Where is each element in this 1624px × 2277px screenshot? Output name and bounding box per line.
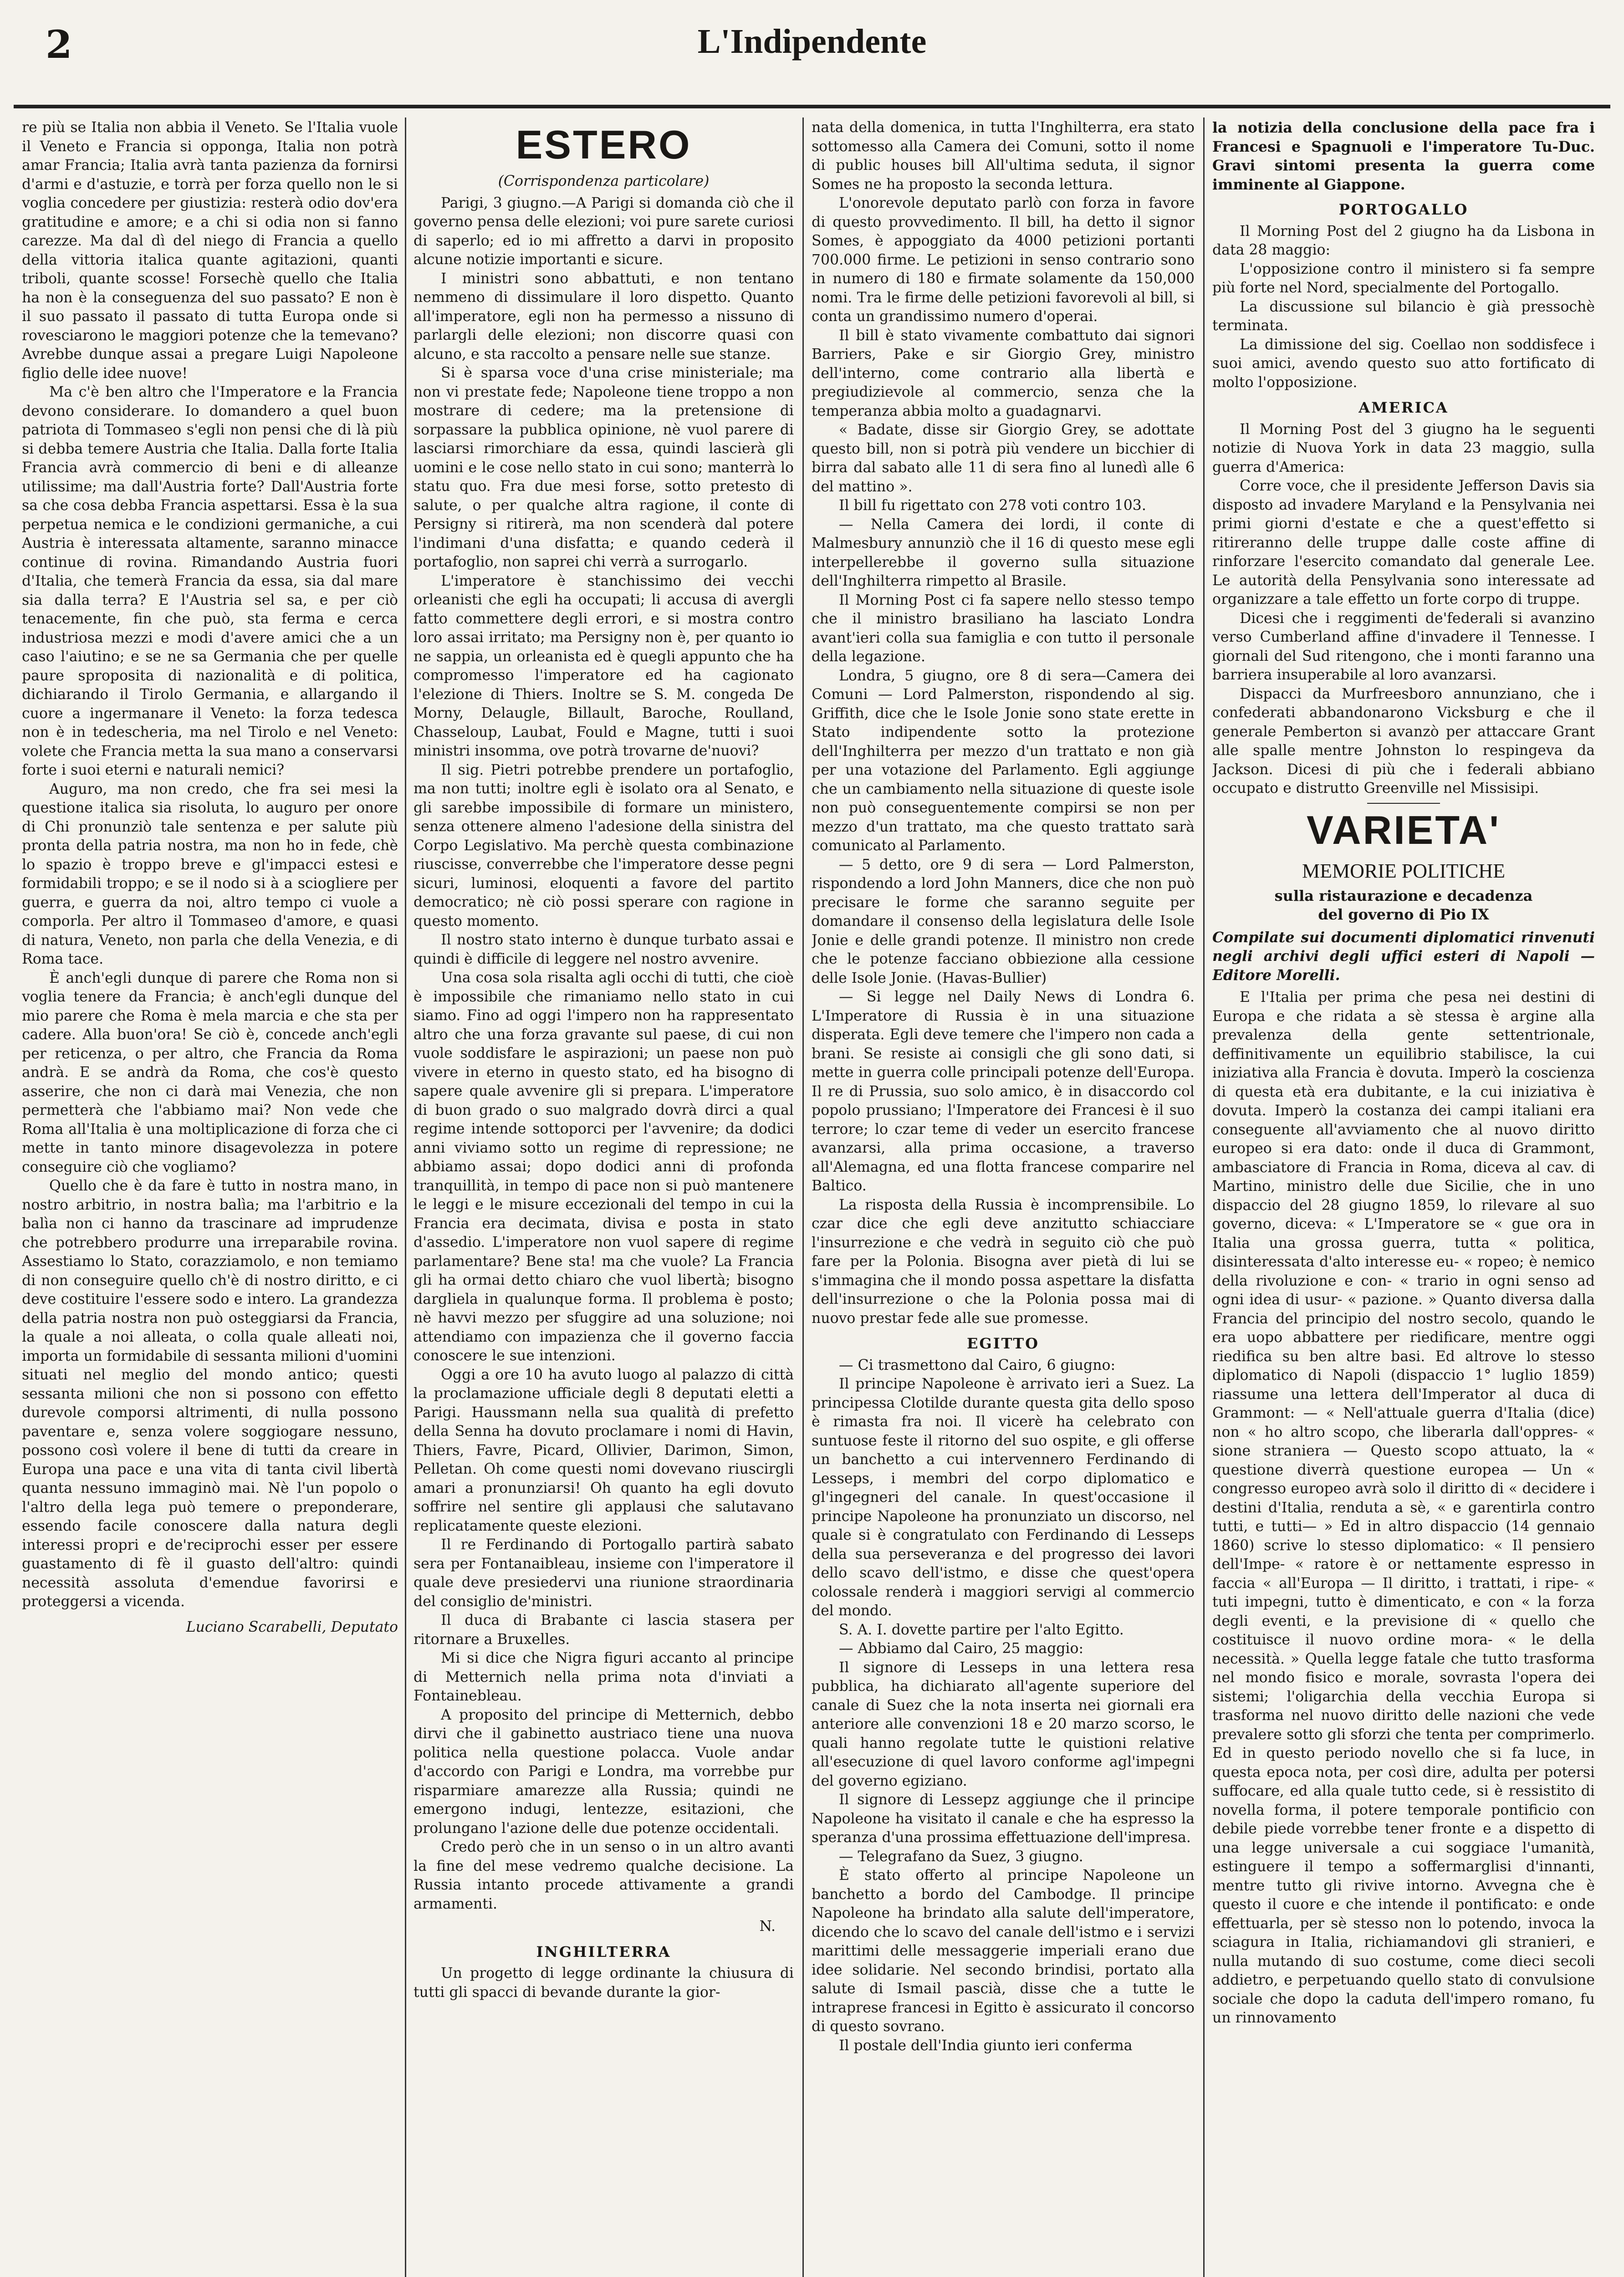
article-paragraph: L'onorevole deputato parlò con forza in favore di questo provvedimento. Il bill, ha detto il signor Somes, è appoggiato da 4000 petizioni portanti 700.000 firme. Le petizioni in senso contrario sono in numero di 180 e firmate solamente da 150,000 nomi. Tra le firme delle petizioni favorevoli al bill, si conta un grandissimo numero d'operai.	[812, 195, 1195, 325]
column-divider	[802, 117, 804, 2277]
article-paragraph: Il postale dell'India giunto ieri conferma	[839, 2037, 1133, 2054]
article-paragraph: — 5 detto, ore 9 di sera — Lord Palmerston, rispondendo a lord John Manners, dice che non può precisare le forme che saranno seguite per domandare il consenso della legislatura delle Isole Jonie e delle grandi potenze. Il ministro non crede che le potenze facciano obbiezione alla cessione delle Isole Jonie. (Havas-Bullier)	[812, 856, 1195, 986]
column-1	[22, 118, 398, 2277]
article-paragraph: La dimissione del sig. Coellao non soddisfece i suoi amici, avendo questo suo atto fortificato di molto l'opposizione.	[1212, 336, 1595, 391]
article-paragraph: Londra, 5 giugno, ore 8 di sera—Camera dei Comuni — Lord Palmerston, rispondendo al sig. Griffith, dice che le Isole Jonie sono state erette in Stato indipendente sotto la protezione dell'Inghilterra per mezzo d'un trattato e non già per una votazione del Parlamento. Egli aggiunge che un cambiamento nella situazione di queste isole non può conseguentemente compirsi se non per mezzo d'un trattato, ma che questo trattato sarà comunicato al Parlamento.	[812, 667, 1195, 854]
article-paragraph: Il re Ferdinando di Portogallo partirà sabato sera per Fontanaibleau, insieme con l'imperatore il quale deve presiedervi una riunione straordinaria del consiglio de'ministri.	[414, 1537, 794, 1610]
article-paragraph: Il signore di Lesseps in una lettera resa pubblica, ha dichiarato all'agente superiore del canale di Suez che la nota inserta nei giornali era anteriore alle convenzioni 18 e 20 marzo scorso, le quali hanno regolate tutte le quistioni relative all'esecuzione di quel lavoro conforme agl'impegni del governo egiziano.	[812, 1659, 1195, 1789]
subsection-america: AMERICA	[1358, 399, 1449, 416]
article-paragraph: L'opposizione contro il ministero si fa sempre più forte nel Nord, specialmente del Portogallo.	[1212, 260, 1595, 296]
article-paragraph: È anch'egli dunque di parere che Roma non si voglia tenere da Francia; è anch'egli dunque del mio parere che Roma è mela marcia e che sta per cadere. Alla buon'ora! Se ciò è, concede anch'egli per reticenza, o per altro, che Francia da Roma andrà. E se andrà da Roma, che cos'è questo asserire, che non ci darà mai Venezia, che non permetterà che l'abbiamo mai? Non vede che Roma all'Italia è una moltiplicazione di forza che ci mette in tanto minore disagevolezza in potere conseguire ciò che vogliamo?	[22, 970, 398, 1175]
article-paragraph: Il Morning Post del 2 giugno ha da Lisbona in data 28 maggio:	[1212, 223, 1595, 258]
subsection-portogallo: PORTOGALLO	[1338, 201, 1469, 218]
page-number: 2	[46, 22, 72, 67]
article-paragraph: nata della domenica, in tutta l'Inghilterra, era stato sottomesso alla Camera dei Comuni, sotto il nome di public houses bill All'ultima seduta, il signor Somes ne ha proposto la seconda lettura.	[812, 119, 1195, 193]
article-paragraph: Oggi a ore 10 ha avuto luogo al palazzo di città la proclamazione ufficiale degli 8 deputati eletti a Parigi. Haussmann nella sua qualità di prefetto della Senna ha dovuto proclamare i nomi di Havin, Thiers, Favre, Picard, Ollivier, Darimon, Simon, Pelletan. Oh come questi nomi dovevano riuscirgli amari a pronunziarsi! Oh quanto ha egli dovuto soffrire nel sentire gli applausi che salutavano replicatamente queste elezioni.	[414, 1366, 794, 1534]
article-paragraph: — Telegrafano da Suez, 3 giugno.	[839, 1848, 1083, 1865]
article-paragraph: La risposta della Russia è incomprensibile. Lo czar dice che egli deve anzitutto schiacciare l'insurrezione e che vedrà in seguito ciò che può fare per la Polonia. Bisogna aver pietà di lui se s'immagina che il mondo possa aspettare la disfatta dell'insurrezione o che la Polonia possa mai di nuovo prestar fede alle sue promesse.	[812, 1196, 1195, 1327]
article-paragraph: — Abbiamo dal Cairo, 25 maggio:	[839, 1640, 1084, 1657]
memorie-caption: Compilate sui documenti diplomatici rinvenuti negli archivi degli uffici esteri di Napoli — Editore Morelli.	[1212, 929, 1595, 984]
header-rule	[14, 105, 1610, 108]
article-paragraph: Un progetto di legge ordinante la chiusura di tutti gli spacci di bevande durante la gior-	[414, 1965, 794, 2001]
column-divider	[405, 117, 406, 2277]
memorie-title: MEMORIE POLITICHE	[1302, 859, 1506, 882]
article-paragraph: Il principe Napoleone è arrivato ieri a Suez. La principessa Clotilde durante questa gita dello sposo è rimasta fra noi. Il vicerè ha celebrato con suntuose feste il ritorno del suo ospite, e gli offerse un banchetto a cui intervennero Ferdinando di Lesseps, i membri del corpo diplomatico e gl'ingegneri del canale. In quest'occasione il principe Napoleone ha pronunziato un discorso, nel quale si è congratulato con Ferdinando di Lesseps della sua perseveranza e del progresso dei lavori dello scavo dell'istmo, e disse che quest'opera colossale renderà i maggiori servigi al commercio del mondo.	[812, 1376, 1195, 1619]
article-paragraph: Una cosa sola risalta agli occhi di tutti, che cioè è impossibile che rimaniamo nello stato in cui siamo. Fino ad oggi l'impero non ha rappresentato altro che una forza gravante sul paese, di cui non vuole soddisfare le aspirazioni; un paese non può vivere in eterno in questo stato, ed ha bisogno di sapere quale avvenire gli si prepara. L'imperatore di buon grado o suo malgrado dovrà dirci a qual regime intende sottoporci per l'avvenire; da dodici anni viviamo sotto un regime di repressione; ne abbiamo assai; dopo dodici anni di profonda tranquillità, in tempo di pace non si può mantenere le leggi e le misure eccezionali del tempo in cui la Francia era decimata, divisa e posta in stato d'assedio. L'imperatore non vuol sapere di regime parlamentare? Bene sta! ma che vuole? La Francia gli ha ormai detto chiaro che vuol libertà; bisogno dargliela in qualunque forma. Il problema è posto; nè havvi mezzo per sfuggire ad una soluzione; noi attendiamo con impazienza che il governo faccia conoscere le sue intenzioni.	[414, 970, 794, 1364]
article-paragraph: Si è sparsa voce d'una crise ministeriale; ma non vi prestate fede; Napoleone tiene troppo a non mostrare di cedere; ma la pretensione di sorpassare la pubblica opinione, nè vuol parere di lasciarsi rimorchiare da essa, quindi lascierà gli uomini e le cose nello stato in cui sono; manterrà lo statu quo. Fra due mesi forse, sotto pretesto di salute, o per qualche altra ragione, il conte di Persigny si ritirerà, ma non scenderà dal potere l'indimani d'una disfatta; e quando cederà il portafoglio, non saprei chi verrà a surrogarlo.	[414, 365, 794, 570]
article-paragraph: Mi si dice che Nigra figuri accanto al principe di Metternich nella prima nota d'inviati a Fontainebleau.	[414, 1650, 794, 1704]
article-paragraph: Auguro, ma non credo, che fra sei mesi la questione italica sia risoluta, lo auguro per onore di Chi pronunziò tale sentenza e per salute più pronta della patria nostra, ma non ho in fede, chè lo spazio è troppo breve e gl'impacci estesi e formidabili troppo; e se il nodo si à a sciogliere per guerra, e guerra da noi, altro tempo ci vuole a comporla. Per altro il Tommaseo d'amore, e quasi di natura, Veneto, non parla che della Venezia, e di Roma tace.	[22, 781, 398, 967]
article-paragraph: I ministri sono abbattuti, e non tentano nemmeno di dissimulare il loro dispetto. Quanto all'imperatore, egli non ha permesso a nissuno di parlargli delle elezioni; non discorre quasi con alcuno, e sta raccolto a pensare nelle sue stanze.	[414, 270, 794, 362]
article-paragraph: « Badate, disse sir Giorgio Grey, se adottate questo bill, non si potrà più vendere un bicchier di birra dal sabato alle 11 di sera fino al lunedì alle 6 del mattino ».	[812, 422, 1195, 495]
article-paragraph: Il signore di Lessepz aggiunge che il principe Napoleone ha visitato il canale e che ha espresso la speranza d'una prossima effettuazione dell'impresa.	[812, 1792, 1195, 1846]
column-3	[812, 118, 1195, 2277]
article-paragraph: È stato offerto al principe Napoleone un banchetto a bordo del Cambodge. Il principe Napoleone ha brindato alla salute dell'imperatore, dicendo che lo scavo del canale dell'istmo e i servizi marittimi delle messaggerie imperiali erano due idee solidarie. Nel secondo brindisi, portato alla salute di Ismail pascià, disse che a tutte le intraprese francesi in Egitto è assicurato il concorso di questo sovrano.	[812, 1867, 1195, 2035]
correspondent-initial: N.	[759, 1918, 776, 1935]
article-paragraph: Corre voce, che il presidente Jefferson Davis sia disposto ad invadere Maryland e la Pensylvania nei primi giorni d'estate e che a quest'effetto si ritireranno delle truppe dalle coste affine di rinforzare l'esercito comandato dal generale Lee. Le autorità della Pensylvania sono interessate ad organizzare a tale effetto un forte corpo di truppe.	[1212, 478, 1595, 608]
article-paragraph: L'imperatore è stanchissimo dei vecchi orleanisti che egli ha occupati; li accusa di avergli fatto commettere degli errori, e si mostra contro loro assai irritato; ma Persigny non è, per quanto io ne sappia, un orleanista ed è quegli appunto che ha compromesso l'imperatore ed ha cagionato l'elezione di Thiers. Inoltre se S. M. congeda De Morny, Delaugle, Billault, Baroche, Roulland, Chasseloup, Laubat, Fould e Magne, tutti i suoi ministri insomma, ove potrà trovarne de'nuovi?	[414, 572, 794, 759]
section-title-estero: ESTERO	[516, 122, 692, 167]
section-rule	[1367, 803, 1440, 804]
article-paragraph: Il sig. Pietri potrebbe prendere un portafoglio, ma non tutti; inoltre egli è isolato ora al Senato, e gli sarebbe impossibile di formare un ministero, senza ottenere almeno l'adesione della sinistra del Corpo Legislativo. Ma perchè questa combinazione riuscisse, converrebbe che l'imperatore desse pegni sicuri, luminosi, eloquenti a favore del partito democratico; nè ciò possi sperare con ragione in questo momento.	[414, 761, 794, 929]
article-paragraph: — Ci trasmettono dal Cairo, 6 giugno:	[839, 1357, 1116, 1373]
memorie-subtitle: del governo di Pio IX	[1318, 906, 1489, 923]
article-paragraph: Credo però che in un senso o in un altro avanti la fine del mese vedremo qualche decisione. La Russia intanto procede attivamente a grandi armamenti.	[414, 1839, 794, 1912]
newspaper-title: L'Indipendente	[697, 22, 927, 61]
article-paragraph: Il nostro stato interno è dunque turbato assai e quindi è difficile di leggere nel nostro avvenire.	[414, 932, 794, 967]
memorie-subtitle: sulla ristaurazione e decadenza	[1274, 887, 1533, 904]
article-paragraph: A proposito del principe di Metternich, debbo dirvi che il gabinetto austriaco tiene una nuova politica nella questione polacca. Vuole andar d'accordo con Parigi e Londra, ma vorrebbe pur risparmiare amarezze alla Russia; quindi ne emergono indugi, lentezze, esitazioni, che prolungano l'azione delle due potenze occidentali.	[414, 1706, 794, 1837]
column-2	[414, 118, 794, 2277]
section-title-varieta: VARIETA'	[1306, 807, 1501, 853]
article-paragraph: — Si legge nel Daily News di Londra 6. L'Imperatore di Russia è in una situazione disperata. Egli deve temere che l'impero non cada a brani. Se resiste ai consigli che gli sono dati, si mette in guerra colle principali potenze dell'Europa. Il re di Prussia, suo solo amico, è in disaccordo col popolo prussiano; l'Imperatore dei Francesi è il suo terrore; lo czar teme di veder un esercito francese avanzarsi, alla prima occasione, a traverso all'Alemagna, ed una flotta francese comparire nel Baltico.	[812, 989, 1195, 1194]
article-paragraph: Il bill è stato vivamente combattuto dai signori Barriers, Pake e sir Giorgio Grey, ministro dell'interno, come contrario alla libertà e pregiudizievole al commercio, senza che la temperanza abbia molto a guadagnarvi.	[812, 327, 1195, 419]
article-paragraph: Il Morning Post ci fa sapere nello stesso tempo che il ministro brasiliano ha lasciato Londra avant'ieri colla sua famiglia e con tutto il personale della legazione.	[812, 592, 1195, 665]
author-signature: Luciano Scarabelli, Deputato	[186, 1618, 398, 1635]
article-paragraph: Quello che è da fare è tutto in nostra mano, in nostro arbitrio, in nostra balìa; ma l'arbitrio e la balìa non ci hanno da trascinare ad imprudenze che potrebbero produrre una irreparabile rovina. Assestiamo lo Stato, corazziamolo, e non temiamo di non conseguire quello ch'è di nostro diritto, e ci deve costituire l'essere sodo e intero. La grandezza della patria nostra non può osteggiarsi da Francia, la quale a noi alleata, o colla quale alleati noi, importa un formidabile di sessanta milioni d'uomini situati nel meglio del mondo antico; questi sessanta milioni che non si possono con effetto durevole comporsi altrimenti, di nulla possono paventare e, senza volere soggiogare nessuno, possono così volere il bene di tutti da creare in Europa una pace e una vita di tanta civil libertà quanta nessuno immaginò mai. Nè l'un popolo o l'altro della lega può temere o preponderare, essendo facile conoscere dalla natura degli interessi propri e de'reciprochi esser per essere guastamento di fè il guasto dell'altro: quindi necessità assoluta d'emendue favorirsi e proteggersi a vicenda.	[22, 1178, 398, 1610]
article-paragraph: Il bill fu rigettato con 278 voti contro 103.	[839, 497, 1146, 514]
column-divider	[1203, 117, 1205, 2277]
article-paragraph: re più se Italia non abbia il Veneto. Se l'Italia vuole il Veneto e Francia si opponga, Italia non potrà amar Francia; Italia avrà tanta pazienza da fornirsi d'armi e d'astuzie, e torrà per forza quello non le si voglia concedere per giustizia: resterà odio dov'era gratitudine e amore; e a chi si odia non si fanno carezze. Ma dal dì del niego di Francia a quello della vittoria italica quante agitazioni, quanti triboli, quante scosse! Forsechè quello che Italia ha non è la conseguenza del suo passato? E non è il suo passato il passato di tutta Europa onde si rovesciarono le maggiori potenze che la temevano? Avrebbe dunque assai a pregare Luigi Napoleone figlio delle idee nuove!	[22, 119, 398, 382]
article-paragraph: E l'Italia per prima che pesa nei destini di Europa e che ridata a sè stessa è argine alla prevalenza della gente settentrionale, deffinitivamente un equilibrio stabilisce, la cui iniziativa alla Francia è dovuta. Imperò la coscienza di questa età era dubitante, e la cui iniziativa è dovuta. Imperò la costanza dei campi italiani era conseguente all'avviamento che al nuovo diritto europeo si era dato: onde il duca di Grammont, ambasciatore di Francia in Roma, diceva al cav. di Martino, ministro delle due Sicilie, che in uno dispaccio del 28 giugno 1859, lo rilevare al suo governo, diceva: « L'Imperatore se « gue ora in Italia una grossa guerra, tutta « politica, disinteressata d'alto interesse eu- « ropeo; è nemico della rivoluzione e con- « trario in ogni senso ad ogni idea di usur- « pazione. » Quanto diversa dalla Francia del principio del nostro secolo, quando le era uopo abbattere per riedificare, mentre oggi riedifica su ben altre basi. Ed altrove lo stesso diplomatico di Napoli (dispaccio 1° luglio 1859) riassume una lettera dell'Imperator al duca di Grammont: — « Nell'attuale guerra d'Italia (dice) non « ho altro scopo, che liberarla dall'oppres- « sione straniera — Questo scopo attuato, la « questione diverrà questione europea — Un « congresso europeo avrà solo il diritto di « decidere i destini d'Italia, renduta a sè, « e garentirla contro tutti, e tutti— » Ed in altro dispaccio (14 gennaio 1860) scrive lo stesso diplomatico: « Il pensiero dell'Impe- « ratore è or nettamente espresso in faccia « all'Europa — Il diritto, i trattati, i ripe- « tuti impegni, tutto è dimenticato, e con « la forza degli eventi, e la previsione di « quello che costituisce il nuovo ordine mora- « le della necessità. » Quella legge fatale che tutto trasforma nel mondo fisico e morale, sovrasta l'opera dei sistemi; l'oligarchia della vecchia Europa si trasforma nel nuovo diritto delle nazioni che vede prevalere sotto gli sforzi che tenta per comprimerlo. Ed in questo periodo novello che si fa luce, in questa epoca nota, per così dire, adulta per potersi suffocare, ed alla quale tutto cede, si è ressistito di novella forma, il potere temporale pontificio con debile piede vorrebbe tener fronte e a dispetto di una legge universale a cui soggiace l'umanità, estinguere il tempo a soffermarglisi d'innanti, mentre tutto gli rivive intorno. Avvegna che è questo il cuore e che intende il pontificato: e onde effettuarla, per sè stesso non lo potendo, invoca la sciagura in Italia, richiamandovi gli stranieri, e nulla mutando di suo costume, come dieci secoli addietro, e perpetuando quello stato di convulsione sociale che dopo la caduta dell'impero romano, fu un rinnovamento	[1212, 989, 1595, 2026]
article-paragraph: S. A. I. dovette partire per l'alto Egitto.	[839, 1621, 1124, 1638]
article-paragraph: — Nella Camera dei lordi, il conte di Malmesbury annunziò che il 16 di questo mese egli interpellerebbe il governo sulla situazione dell'Inghilterra rimpetto al Brasile.	[812, 516, 1195, 589]
article-paragraph: Ma c'è ben altro che l'Imperatore e la Francia devono considerare. Io domandero a quel buon patriota di Tommaseo s'egli non pensi che di là più si debba temere Austria che Italia. Dalla forte Italia Francia avrà commercio di beni e di alleanze utilissime; ma dall'Austria forte? Dall'Austria forte sa che cosa debba Francia aspettarsi. Essa è la sua perpetua nemica e le condizioni germaniche, a cui Austria è interessata altamente, saranno minacce continue di rovina. Rimandando Austria fuori d'Italia, che temerà Francia da essa, sia dal mare sia dalla terra? E l'Austria sel sa, e per ciò tenacemente, fin che può, sta ferma e cerca industriosa mezzi e modi d'avere amici che a un caso l'aiutino; e se ne sa Germania che per quelle paure sproposita di nazionalità e di politica, dichiarando il Tirolo Germania, e allargando il cuore a ingermanare il Veneto: la forza tedesca non è in tedescheria, ma nel Tirolo e nel Veneto: volete che Francia metta la sua mano a conservarsi forte i suoi eterni e naturali nemici?	[22, 384, 398, 778]
article-paragraph: La discussione sul bilancio è già pressochè terminata.	[1212, 298, 1595, 334]
article-paragraph: Il Morning Post del 3 giugno ha le seguenti notizie di Nuova York in data 23 maggio, sulla guerra d'America:	[1212, 421, 1595, 475]
section-subcaption: (Corrispondenza particolare)	[498, 173, 710, 189]
article-paragraph: Il duca di Brabante ci lascia stasera per ritornare a Bruxelles.	[414, 1612, 794, 1648]
article-paragraph: Parigi, 3 giugno.—A Parigi si domanda ciò che il governo pensa delle elezioni; voi pure sarete curiosi di saperlo; ed io mi affretto a darvi in proposito alcune notizie importanti e sicure.	[414, 194, 794, 268]
subsection-inghilterra: INGHILTERRA	[536, 1943, 671, 1960]
subsection-egitto: EGITTO	[966, 1335, 1040, 1352]
column-4	[1212, 118, 1595, 2277]
article-paragraph: Dicesi che i reggimenti de'federali si avanzino verso Cumberland affine d'invadere il Tennesse. I giornali del Sud ritengono, che i monti faranno una barriera insuperabile al loro avanzarsi.	[1212, 610, 1595, 683]
article-paragraph: la notizia della conclusione della pace fra i Francesi e Spagnuoli e l'imperatore Tu-Duc. Gravi sintomi presenta la guerra come imminente al Giappone.	[1212, 119, 1595, 193]
article-paragraph: Dispacci da Murfreesboro annunziano, che i confederati abbandonarono Vicksburg e che il generale Pemberton si avanzò per attaccare Grant alle spalle mentre Johnston lo respingeva da Jackson. Dicesi di più che i federali abbiano occupato e distrutto Greenville nel Missisipi.	[1212, 685, 1595, 796]
